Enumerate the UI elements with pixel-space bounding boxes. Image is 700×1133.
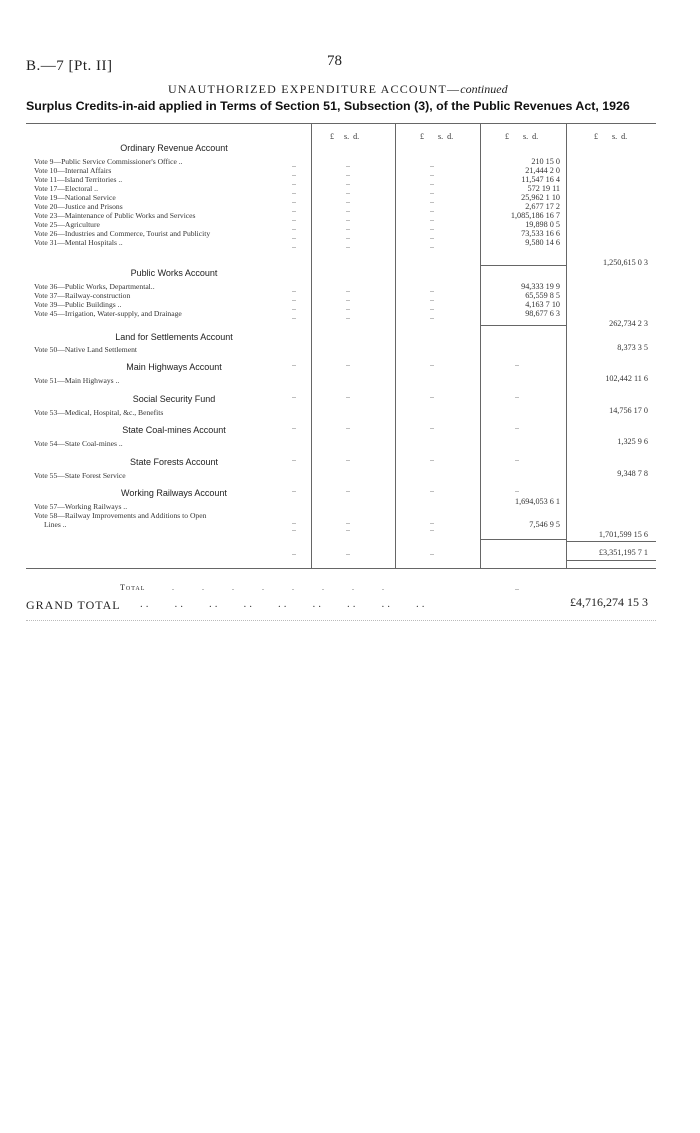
col-2-heading: £ s. d. bbox=[420, 132, 454, 141]
vote-amount: 65,559 8 5 bbox=[525, 291, 560, 300]
col-3-heading: £ s. d. bbox=[505, 132, 539, 141]
total-rule bbox=[566, 541, 656, 542]
total-underline bbox=[566, 560, 656, 561]
section-heading: Social Security Fund bbox=[132, 394, 216, 404]
vote-label: Vote 25—Agriculture bbox=[34, 220, 100, 229]
leader-dots: .. bbox=[515, 583, 519, 592]
vote-amount: 94,333 19 9 bbox=[521, 282, 560, 291]
subtotal-amount: 262,734 2 3 bbox=[609, 319, 648, 328]
vote-amount: 19,898 0 5 bbox=[525, 220, 560, 229]
vote-label: Vote 23—Maintenance of Public Works and Services bbox=[34, 211, 196, 220]
vote-label: Vote 37—Railway-construction bbox=[34, 291, 131, 300]
vote-label: Vote 10—Internal Affairs bbox=[34, 166, 112, 175]
vote-amount: 25,962 1 10 bbox=[521, 193, 560, 202]
leader-dots: .. bbox=[346, 524, 350, 533]
vote-label: Vote 57—Working Railways .. bbox=[34, 502, 128, 511]
leader-dots: .. .. .. .. bbox=[292, 285, 296, 321]
leader-dots: .. .. .. .. .. .. .. .. .. .. bbox=[346, 160, 350, 250]
subtotal-amount: 1,701,599 15 6 bbox=[598, 530, 648, 539]
section-heading: Working Railways Account bbox=[121, 488, 227, 498]
subtotal-amount: 102,442 11 6 bbox=[605, 374, 648, 383]
subtotal-amount: 1,325 9 6 bbox=[617, 437, 648, 446]
table-bottom-rule bbox=[26, 568, 656, 569]
total-amount: £3,351,195 7 1 bbox=[598, 548, 648, 557]
page-title: UNAUTHORIZED EXPENDITURE ACCOUNT—continued bbox=[168, 82, 508, 96]
title-continued: continued bbox=[460, 82, 508, 96]
section-heading: Public Works Account bbox=[130, 268, 218, 278]
leader-dots: .. .. .. .. bbox=[346, 285, 350, 321]
vote-label: Vote 20—Justice and Prisons bbox=[34, 202, 123, 211]
vote-label: Vote 55—State Forest Service bbox=[34, 471, 126, 480]
subtotal-rule-1 bbox=[480, 265, 566, 266]
vote-amount: 4,163 7 10 bbox=[525, 300, 560, 309]
leader-dots: .. .. .. .. .. .. .. .. .. .. bbox=[430, 160, 434, 250]
vote-label: Vote 36—Public Works, Departmental.. bbox=[34, 282, 155, 291]
subtotal-rule-3 bbox=[480, 539, 566, 540]
vote-label: Lines .. bbox=[44, 520, 67, 529]
vote-label: Vote 54—State Coal-mines .. bbox=[34, 439, 123, 448]
col-divider-2 bbox=[395, 123, 396, 568]
leader-dots: .. .. .. .. .. .. .. bbox=[292, 359, 296, 557]
page-reference: B.—7 [Pt. II] bbox=[26, 58, 113, 74]
subtotal-amount: 8,373 3 5 bbox=[617, 343, 648, 352]
vote-label: Vote 9—Public Service Commissioner's Office .. bbox=[34, 157, 183, 166]
section-heading: State Forests Account bbox=[129, 457, 219, 467]
vote-label: Vote 53—Medical, Hospital, &c., Benefits bbox=[34, 408, 164, 417]
vote-label: Vote 11—Island Territories .. bbox=[34, 175, 123, 184]
col-divider-4 bbox=[566, 123, 567, 568]
grand-total-amount: £4,716,274 15 3 bbox=[570, 595, 648, 609]
vote-label: Vote 31—Mental Hospitals .. bbox=[34, 238, 123, 247]
section-heading: Land for Settlements Account bbox=[115, 332, 233, 342]
col-1-heading: £ s. d. bbox=[330, 132, 360, 141]
leader-dots: .. .. .. .. bbox=[430, 285, 434, 321]
col-divider-3 bbox=[480, 123, 481, 568]
subtotal-rule-2 bbox=[480, 325, 566, 326]
subtotal-amount: 1,250,615 0 3 bbox=[602, 258, 648, 267]
vote-label: Vote 19—National Service bbox=[34, 193, 116, 202]
vote-label: Vote 50—Native Land Settlement bbox=[34, 345, 137, 354]
leader-dots: .. bbox=[292, 524, 296, 533]
col-4-heading: £ s. d. bbox=[594, 132, 628, 141]
vote-amount: 572 19 11 bbox=[527, 184, 560, 193]
vote-amount: 2,677 17 2 bbox=[525, 202, 560, 211]
section-heading: State Coal-mines Account bbox=[122, 425, 226, 435]
vote-label: Vote 45—Irrigation, Water-supply, and Drainage bbox=[34, 309, 182, 318]
vote-label: Vote 17—Electoral .. bbox=[34, 184, 98, 193]
vote-amount: 7,546 9 5 bbox=[529, 520, 560, 529]
total-label: Total bbox=[120, 583, 146, 592]
vote-label: Vote 51—Main Highways .. bbox=[34, 376, 120, 385]
col-divider-1 bbox=[311, 123, 312, 568]
leader-dots: ........ bbox=[172, 583, 412, 592]
vote-label: Vote 26—Industries and Commerce, Tourist and Publicity bbox=[34, 229, 211, 238]
grand-total-rule bbox=[26, 620, 656, 621]
leader-dots: .. .. .. .. .. .. .. bbox=[346, 359, 350, 557]
vote-label: Vote 39—Public Buildings .. bbox=[34, 300, 122, 309]
leader-dots: .. .. .. .. .. .. .. .. .. .. bbox=[292, 160, 296, 250]
leader-dots: .. .. .. .. .. bbox=[515, 359, 519, 494]
section-heading: Ordinary Revenue Account bbox=[120, 143, 228, 153]
vote-amount: 1,085,186 16 7 bbox=[510, 211, 560, 220]
vote-amount: 21,444 2 0 bbox=[525, 166, 560, 175]
grand-total-label: GRAND TOTAL bbox=[26, 598, 121, 612]
subtotal-amount: 9,348 7 8 bbox=[617, 469, 648, 478]
vote-amount: 73,533 16 6 bbox=[521, 229, 560, 238]
vote-amount: 9,580 14 6 bbox=[525, 238, 560, 247]
leader-dots: .. .. .. .. .. .. .. bbox=[430, 359, 434, 557]
vote-amount: 210 15 0 bbox=[531, 157, 560, 166]
vote-amount: 98,677 6 3 bbox=[525, 309, 560, 318]
vote-label: Vote 58—Railway Improvements and Additions to Open bbox=[34, 511, 207, 520]
vote-amount: 1,694,053 6 1 bbox=[514, 497, 560, 506]
page-number: 78 bbox=[327, 53, 342, 69]
table-top-rule bbox=[26, 123, 656, 124]
subtitle: Surplus Credits-in-aid applied in Terms of Section 51, Subsection (3), of the Public Revenues Act, 1926 bbox=[26, 99, 630, 113]
leader-dots: .. .. .. .. .. .. .. .. .. bbox=[140, 598, 428, 610]
leader-dots: .. bbox=[430, 524, 434, 533]
section-heading: Main Highways Account bbox=[126, 362, 222, 372]
vote-amount: 11,547 16 4 bbox=[521, 175, 560, 184]
subtotal-amount: 14,756 17 0 bbox=[609, 406, 648, 415]
